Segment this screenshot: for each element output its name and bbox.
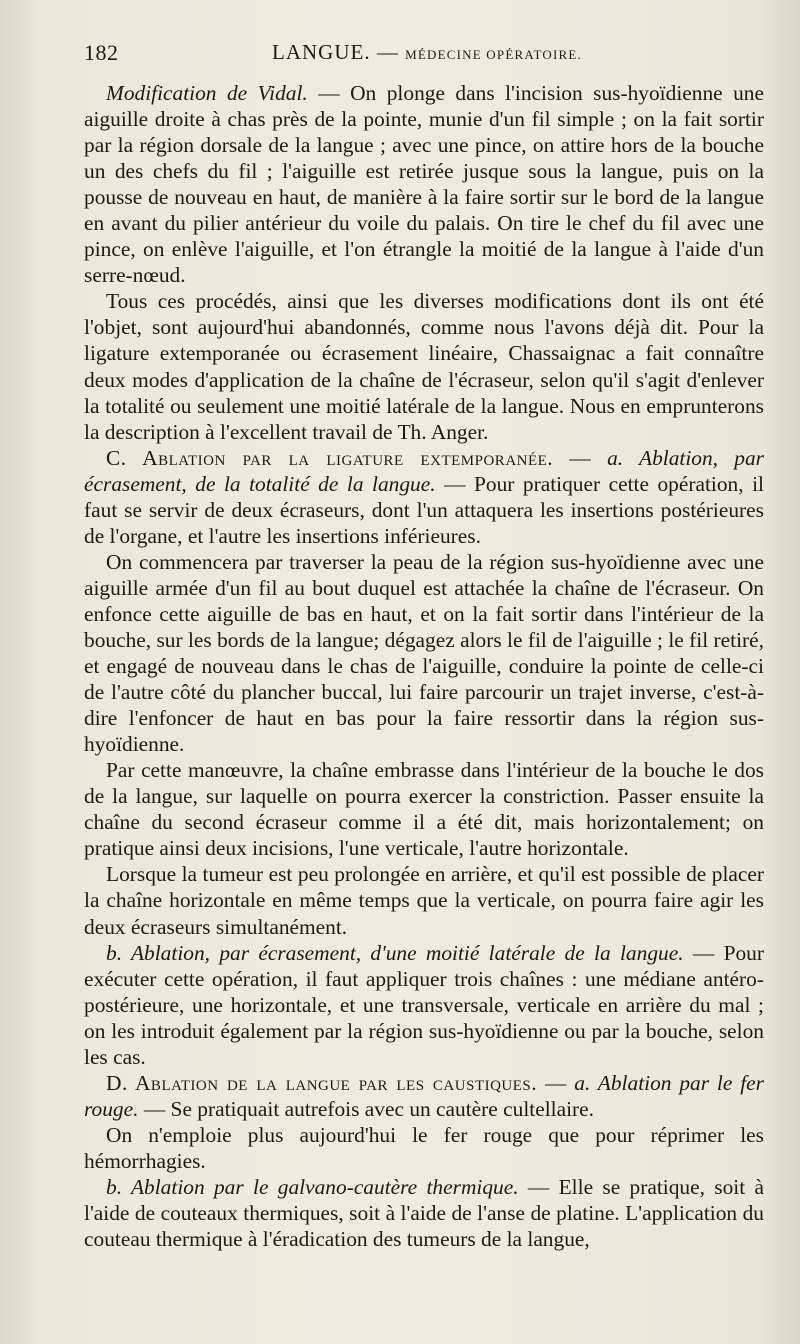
running-title-sub: MÉDECINE OPÉRATOIRE.	[405, 47, 582, 62]
paragraph-2	[84, 288, 764, 444]
paragraph-9-text: On n'emploie plus aujourd'hui le fer rouge que pour réprimer les hémorrhagies.	[84, 1122, 764, 1173]
paragraph-9	[84, 1122, 764, 1174]
paragraph-8	[84, 1070, 764, 1122]
section-d-heading: D. Ablation de la langue par les caustiques.	[106, 1070, 538, 1095]
paragraph-6	[84, 861, 764, 939]
paragraph-4	[84, 549, 764, 757]
paragraph-8-lead: a. Ablation par le fer rouge.	[84, 1070, 764, 1121]
page-number: 182	[84, 40, 119, 65]
paragraph-3	[84, 445, 764, 549]
paragraph-10	[84, 1174, 764, 1252]
paragraph-10-text: — Elle se pratique, soit à l'aide de couteaux thermiques, soit à l'aide de l'anse de platine. L'application du couteau thermique à l'éradication des tumeurs de la langue,	[84, 1174, 765, 1252]
paragraph-3-text: — Pour pratiquer cette opération, il faut se servir de deux écraseurs, dont l'un attaquera les insertions postérieures de l'organe, et l'autre les insertions inférieures.	[84, 471, 764, 548]
paragraph-10-lead: b. Ablation par le galvano-cautère thermique.	[106, 1174, 519, 1199]
paragraph-7-lead: b. Ablation, par écrasement, d'une moitié latérale de la langue.	[106, 940, 684, 965]
paragraph-4-text: On commencera par traverser la peau de la région sus-hyoïdienne avec une aiguille armée d'un fil au bout duquel est attachée la chaîne de l'écraseur. On enfonce cette aiguille de bas en haut, et on la fait sortir dans l'intérieur de la bouche, sur les bords de la langue; dégagez alors le fil de l'aiguille ; le fil retiré, et engagé de nouveau dans le chas de l'aiguille, conduire la pointe de celle-ci de l'autre côté du plancher buccal, lui faire parcourir un trajet inverse, c'est-à-dire l'enfoncer de haut en bas pour la faire ressortir dans la région sus-hyoïdienne.	[84, 549, 764, 757]
paragraph-6-text: Lorsque la tumeur est peu prolongée en arrière, et qu'il est possible de placer la chaîne horizontale en même temps que la verticale, on pourra faire agir les deux écraseurs simultanément.	[84, 862, 764, 939]
paragraph-5-text: Par cette manœuvre, la chaîne embrasse dans l'intérieur de la bouche le dos de la langue, sur laquelle on pourra exercer la constriction. Passer ensuite la chaîne du second écraseur comme il a été dit, mais horizontalement; on pratique ainsi deux incisions, l'une verticale, l'autre horizontale.	[84, 758, 764, 861]
paragraph-3-lead: a. Ablation, par écrasement, de la totalité de la langue.	[84, 445, 764, 496]
running-title-main: LANGUE.	[272, 40, 371, 64]
paragraph-1	[84, 80, 764, 288]
paragraph-8-text: — Se pratiquait autrefois avec un cautère cultellaire.	[138, 1096, 595, 1121]
running-title-dash: —	[376, 40, 399, 64]
paragraph-1-text: — On plonge dans l'incision sus-hyoïdienne une aiguille droite à chas près de la pointe, munie d'un fil simple ; on la fait sortir par la région dorsale de la langue ; avec une pince, on attire hors de la bouche un des chefs du fil ; l'aiguille est retirée jusque sous la langue, puis on la pousse de nouveau en haut, de manière à la faire sortir sur le bord de la langue en avant du pilier antérieur du voile du palais. On tire le chef du fil avec une pince, on enlève l'aiguille, et l'on étrangle la moitié de la langue à l'aide d'un serre-nœud.	[84, 81, 765, 288]
paragraph-1-lead: Modification de Vidal.	[106, 81, 308, 105]
page-header	[84, 40, 770, 74]
paragraph-5	[84, 757, 764, 861]
section-c-heading: C. Ablation par la ligature extemporanée.	[106, 445, 554, 470]
paragraph-2-text: Tous ces procédés, ainsi que les diverses modifications dont ils ont été l'objet, sont aujourd'hui abandonnés, comme nous l'avons déjà dit. Pour la ligature extemporanée ou écrasement linéaire, Chassaignac a fait connaître deux modes d'application de la chaîne de l'écraseur, selon qu'il s'agit d'enlever la totalité ou seulement une moitié latérale de la langue. Nous en emprunterons la description à l'excellent travail de Th. Anger.	[84, 289, 764, 444]
body-text	[84, 80, 764, 1252]
paragraph-7-text: — Pour exécuter cette opération, il faut appliquer trois chaînes : une médiane antéro-postérieure, une horizontale, et une transversale, verticale en arrière du mal ; on les introduit également par la région sus-hyoïdienne ou par la bouche, selon les cas.	[84, 940, 764, 1069]
running-title	[84, 40, 770, 65]
paragraph-3-dash: —	[553, 445, 608, 470]
paragraph-7	[84, 940, 764, 1070]
paragraph-8-dash: —	[537, 1070, 575, 1095]
